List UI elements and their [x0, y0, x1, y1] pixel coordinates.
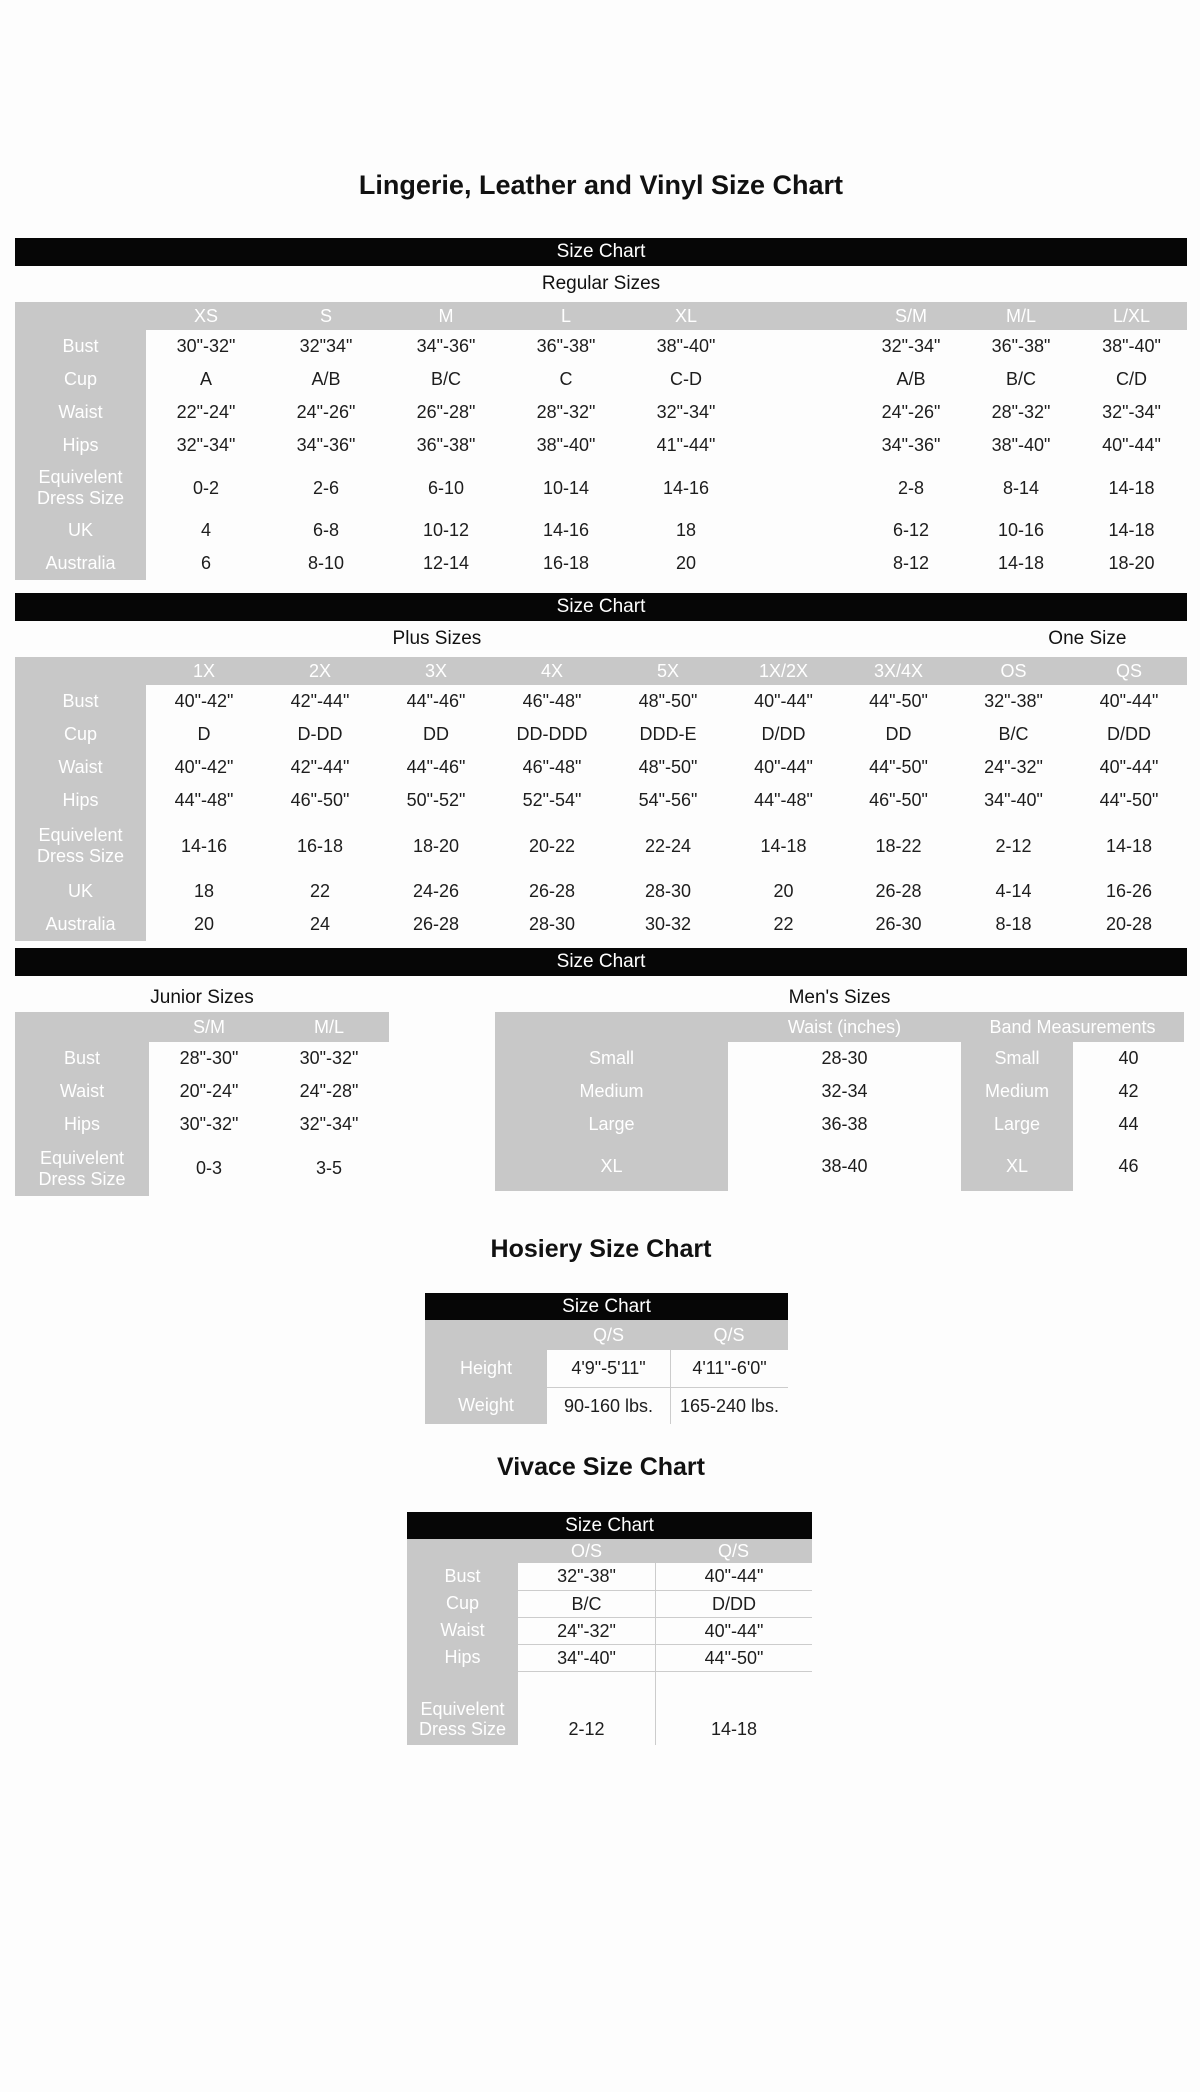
cell-value: 32"-38" — [984, 691, 1043, 712]
cell-value: 6 — [200, 553, 211, 574]
cell-value: 48"-50" — [638, 691, 698, 712]
cell-value: D/DD — [1107, 724, 1151, 745]
table-header-row — [495, 1012, 1184, 1042]
cell-value: 34"-36" — [296, 435, 356, 456]
row-label: Waist — [15, 1075, 149, 1108]
header-spacer — [425, 1320, 547, 1350]
row-label: Equivelent Dress Size — [15, 817, 146, 875]
cell-value: 32"-38" — [557, 1566, 616, 1587]
table-header-row — [425, 1320, 788, 1350]
cell-value: 10-14 — [542, 477, 590, 498]
cell-value: 10-16 — [997, 520, 1045, 541]
plus-sizes-table — [15, 657, 1187, 941]
vivace-title: Vivace Size Chart — [497, 1453, 705, 1481]
gap-cell — [746, 330, 856, 363]
cell-value: 44"-50" — [655, 1644, 812, 1671]
table-row — [407, 1590, 812, 1617]
row-label: Hips — [15, 784, 146, 817]
cell-value: 54"-56" — [638, 790, 698, 811]
cell-value: 18-22 — [875, 835, 922, 856]
cell-value: A/B — [311, 369, 341, 390]
one-size-label: One Size — [1048, 628, 1127, 649]
column-header: L — [506, 302, 626, 330]
table-row — [425, 1387, 788, 1424]
hosiery-table — [425, 1320, 788, 1424]
junior-sizes-table — [15, 1012, 389, 1196]
column-header: OS — [956, 657, 1071, 685]
row-label: Weight — [425, 1387, 547, 1424]
cell-value: 34"-40" — [518, 1644, 655, 1671]
table-row — [407, 1671, 812, 1745]
cell-value: 22-24 — [644, 835, 692, 856]
table-row — [15, 547, 1187, 580]
cell-value: 20-28 — [1105, 914, 1153, 935]
column-header: M — [386, 302, 506, 330]
gap-cell — [746, 396, 856, 429]
cell-value: 44"-48" — [754, 790, 813, 811]
cell-value: C-D — [670, 369, 702, 390]
cell-value: 30"-32" — [176, 336, 236, 357]
cell-value: 38"-40" — [536, 435, 596, 456]
cell-value: 30"-32" — [179, 1114, 239, 1135]
regular-sizes-table — [15, 302, 1187, 580]
plus-one-size-labels — [15, 621, 1187, 657]
cell-value: 32"34" — [299, 336, 353, 357]
cell-value: 40"-42" — [174, 691, 234, 712]
cell-value: 26-30 — [875, 914, 922, 935]
table-row — [495, 1042, 1184, 1075]
row-label: Waist — [407, 1617, 518, 1644]
row-label: Large — [495, 1108, 728, 1141]
cell-value: 26-28 — [528, 881, 576, 902]
table-row — [495, 1075, 1184, 1108]
cell-value: B/C — [430, 369, 461, 390]
cell-value: 16-18 — [296, 835, 344, 856]
regular-sizes-section — [15, 238, 1187, 580]
cell-value: 14-18 — [1108, 477, 1155, 498]
cell-value: DD — [423, 724, 449, 745]
cell-value: 28-30 — [821, 1048, 868, 1069]
cell-value: 4-14 — [995, 881, 1032, 902]
size-chart-bar-label: Size Chart — [565, 1514, 654, 1536]
cell-value: 24-26 — [412, 881, 460, 902]
mens-sizes-table — [495, 1012, 1184, 1191]
cell-value: 26-28 — [875, 881, 922, 902]
cell-value: 14-16 — [180, 835, 228, 856]
cell-value: 34"-40" — [984, 790, 1043, 811]
row-label: UK — [15, 514, 146, 547]
cell-value: 90-160 lbs. — [547, 1387, 670, 1424]
size-chart-bar-label: Size Chart — [556, 596, 646, 617]
header-spacer — [15, 1012, 149, 1042]
table-header-row — [15, 1012, 389, 1042]
cell-value: 44"-46" — [406, 757, 466, 778]
cell-value: 18 — [675, 520, 697, 541]
cell-value: 4'9"-5'11" — [571, 1358, 646, 1379]
cell-value: 36"-38" — [416, 435, 476, 456]
cell-value: 14-18 — [997, 553, 1045, 574]
cell-value: B/C — [1005, 369, 1036, 390]
table-row — [15, 718, 1187, 751]
row-label: Hips — [15, 429, 146, 462]
cell-value: 48"-50" — [638, 757, 698, 778]
cell-value: 0-2 — [192, 477, 219, 498]
table-row — [15, 817, 1187, 875]
size-chart-bar — [15, 948, 1187, 976]
row-label: Bust — [407, 1563, 518, 1590]
cell-value: 165-240 lbs. — [670, 1387, 788, 1424]
table-row — [425, 1350, 788, 1387]
cell-value: 20 — [193, 914, 215, 935]
cell-value: 4 — [200, 520, 211, 541]
row-label: Cup — [15, 718, 146, 751]
cell-value: 14-18 — [1105, 835, 1153, 856]
table-row — [15, 751, 1187, 784]
cell-value: 40"-44" — [754, 757, 813, 778]
size-chart-bar — [407, 1512, 812, 1539]
table-row — [495, 1108, 1184, 1141]
cell-value: 36-38 — [821, 1114, 868, 1135]
cell-value: 46"-48" — [522, 691, 582, 712]
row-label: Small — [961, 1042, 1073, 1075]
row-label: Australia — [15, 547, 146, 580]
cell-value: 41"-44" — [656, 435, 716, 456]
page-title: Lingerie, Leather and Vinyl Size Chart — [358, 170, 844, 200]
cell-value: 14-18 — [1108, 520, 1155, 541]
junior-sizes-block — [15, 984, 389, 1196]
hosiery-title: Hosiery Size Chart — [490, 1235, 712, 1263]
table-row — [15, 396, 1187, 429]
column-header: 3X — [378, 657, 494, 685]
cell-value: D/DD — [761, 724, 806, 745]
cell-value: 14-18 — [655, 1671, 812, 1745]
cell-value: 38"-40" — [1102, 336, 1161, 357]
table-row — [495, 1141, 1184, 1191]
row-label: Cup — [407, 1590, 518, 1617]
cell-value: 44 — [1118, 1114, 1139, 1135]
cell-value: 8-10 — [307, 553, 345, 574]
cell-value: B/C — [518, 1590, 655, 1617]
cell-value: 14-16 — [662, 477, 710, 498]
cell-value: 24"-32" — [984, 757, 1043, 778]
cell-value: 46"-50" — [290, 790, 350, 811]
header-spacer — [15, 657, 146, 685]
cell-value: 42"-44" — [290, 691, 350, 712]
waist-inches-header: Waist (inches) — [728, 1012, 961, 1042]
header-spacer — [495, 1012, 728, 1042]
column-header: 2X — [262, 657, 378, 685]
cell-value: 38-40 — [821, 1155, 868, 1176]
column-header: M/L — [966, 302, 1076, 330]
size-chart-document — [0, 165, 1187, 1745]
cell-value: 32-34 — [821, 1081, 868, 1102]
cell-value: D-DD — [297, 724, 343, 745]
row-label: Bust — [15, 685, 146, 718]
cell-value: 50"-52" — [406, 790, 466, 811]
cell-value: DD-DDD — [516, 724, 588, 745]
gap-cell — [746, 363, 856, 396]
cell-value: 32"-34" — [299, 1114, 359, 1135]
cell-value: 2-8 — [897, 477, 924, 498]
cell-value: D/DD — [655, 1590, 812, 1617]
table-row — [15, 514, 1187, 547]
cell-value: 4'11"-6'0" — [670, 1350, 788, 1387]
row-label: Waist — [15, 396, 146, 429]
cell-value: 24"-32" — [518, 1617, 655, 1644]
cell-value: 14-18 — [760, 835, 807, 856]
cell-value: 6-12 — [892, 520, 930, 541]
cell-value: 14-16 — [542, 520, 590, 541]
cell-value: DD — [885, 724, 912, 745]
table-header-row — [407, 1539, 812, 1563]
row-label: Small — [495, 1042, 728, 1075]
column-header: Q/S — [655, 1539, 812, 1563]
cell-value: 20-22 — [528, 835, 576, 856]
cell-value: 6-8 — [312, 520, 339, 541]
cell-value: A — [199, 369, 212, 390]
cell-value: 30-32 — [644, 914, 692, 935]
cell-value: 44"-50" — [869, 757, 928, 778]
gap-cell — [746, 462, 856, 514]
row-label: XL — [495, 1141, 728, 1191]
column-header: 1X/2X — [726, 657, 841, 685]
row-label: Hips — [15, 1108, 149, 1141]
table-row — [15, 685, 1187, 718]
column-header: Q/S — [670, 1320, 788, 1350]
cell-value: B/C — [998, 724, 1029, 745]
cell-value: 10-12 — [422, 520, 470, 541]
cell-value: 40 — [1118, 1048, 1139, 1069]
cell-value: C/D — [1116, 369, 1147, 390]
cell-value: 18 — [193, 881, 215, 902]
cell-value: 40"-44" — [754, 691, 813, 712]
cell-value: 40"-44" — [1102, 435, 1161, 456]
header-spacer — [15, 302, 146, 330]
cell-value: 32"-34" — [176, 435, 236, 456]
cell-value: 44"-50" — [1099, 790, 1159, 811]
row-label: Bust — [15, 330, 146, 363]
cell-value: 28-30 — [644, 881, 692, 902]
cell-value: D — [197, 724, 211, 745]
cell-value: 24"-26" — [881, 402, 941, 423]
vivace-table — [407, 1539, 812, 1745]
cell-value: 40"-42" — [174, 757, 234, 778]
cell-value: 8-18 — [995, 914, 1032, 935]
cell-value: 22 — [773, 914, 794, 935]
header-spacer — [407, 1539, 518, 1563]
cell-value: 26"-28" — [416, 402, 476, 423]
row-label: Medium — [961, 1075, 1073, 1108]
cell-value: 12-14 — [422, 553, 470, 574]
cell-value: 40"-44" — [1099, 757, 1159, 778]
size-chart-bar — [15, 238, 1187, 266]
cell-value: 30"-32" — [299, 1048, 359, 1069]
junior-sizes-label: Junior Sizes — [150, 987, 254, 1008]
cell-value: 20 — [675, 553, 697, 574]
cell-value: 46 — [1118, 1155, 1139, 1176]
table-header-row — [15, 302, 1187, 330]
row-label: Equivelent Dress Size — [15, 1141, 149, 1196]
cell-value: 2-12 — [995, 835, 1032, 856]
column-header: S/M — [856, 302, 966, 330]
cell-value: 42 — [1118, 1081, 1139, 1102]
cell-value: 28"-32" — [536, 402, 596, 423]
table-row — [15, 429, 1187, 462]
cell-value: 44"-48" — [174, 790, 234, 811]
row-label: Bust — [15, 1042, 149, 1075]
cell-value: 2-12 — [518, 1671, 655, 1745]
row-label: Australia — [15, 908, 146, 941]
cell-value: 46"-50" — [869, 790, 928, 811]
size-chart-bar-label: Size Chart — [556, 241, 646, 262]
column-header: S — [266, 302, 386, 330]
size-chart-bar-label: Size Chart — [556, 951, 646, 972]
cell-value: 18-20 — [412, 835, 460, 856]
column-header: XL — [626, 302, 746, 330]
table-row — [15, 1075, 389, 1108]
cell-value: 36"-38" — [991, 336, 1051, 357]
size-chart-bar — [15, 593, 1187, 621]
hosiery-section — [425, 1293, 788, 1424]
cell-value: 24"-26" — [296, 402, 356, 423]
cell-value: 38"-40" — [656, 336, 716, 357]
row-label: Equivelent Dress Size — [407, 1671, 518, 1745]
cell-value: 6-10 — [427, 477, 465, 498]
row-label: Waist — [15, 751, 146, 784]
regular-sizes-label: Regular Sizes — [541, 273, 661, 294]
row-label: Hips — [407, 1644, 518, 1671]
table-row — [15, 908, 1187, 941]
cell-value: 8-12 — [892, 553, 930, 574]
cell-value: 2-6 — [312, 477, 339, 498]
vivace-section — [407, 1512, 812, 1745]
cell-value: 3-5 — [315, 1158, 342, 1179]
cell-value: 32"-34" — [656, 402, 716, 423]
size-chart-bar — [425, 1293, 788, 1320]
cell-value: 24"-28" — [299, 1081, 359, 1102]
cell-value: 32"-34" — [1102, 402, 1161, 423]
cell-value: 46"-48" — [522, 757, 582, 778]
row-label: Equivelent Dress Size — [15, 462, 146, 514]
cell-value: 40"-44" — [655, 1617, 812, 1644]
table-row — [15, 1141, 389, 1196]
cell-value: 28"-32" — [991, 402, 1051, 423]
plus-sizes-section — [15, 593, 1187, 941]
mens-sizes-label: Men's Sizes — [788, 987, 891, 1008]
table-row — [15, 462, 1187, 514]
table-row — [407, 1563, 812, 1590]
row-label: Medium — [495, 1075, 728, 1108]
column-header: 1X — [146, 657, 262, 685]
column-header: L/XL — [1076, 302, 1187, 330]
row-label: Cup — [15, 363, 146, 396]
cell-value: 42"-44" — [290, 757, 350, 778]
plus-sizes-label: Plus Sizes — [392, 628, 482, 649]
table-header-row — [15, 657, 1187, 685]
row-label: XL — [961, 1141, 1073, 1191]
cell-value: 0-3 — [195, 1158, 222, 1179]
table-row — [15, 875, 1187, 908]
cell-value: 8-14 — [1002, 477, 1040, 498]
cell-value: 20 — [773, 881, 794, 902]
column-header: QS — [1071, 657, 1187, 685]
cell-value: 24 — [309, 914, 331, 935]
cell-value: 22"-24" — [176, 402, 236, 423]
column-header: M/L — [269, 1012, 389, 1042]
column-header: Q/S — [547, 1320, 670, 1350]
gap-cell — [746, 547, 856, 580]
cell-value: C — [559, 369, 573, 390]
cell-value: 18-20 — [1108, 553, 1155, 574]
table-row — [407, 1644, 812, 1671]
cell-value: 22 — [309, 881, 331, 902]
cell-value: 38"-40" — [991, 435, 1051, 456]
cell-value: 40"-44" — [655, 1563, 812, 1590]
cell-value: A/B — [896, 369, 926, 390]
table-row — [15, 1042, 389, 1075]
junior-mens-section — [15, 948, 1187, 1196]
column-header: S/M — [149, 1012, 269, 1042]
row-label: UK — [15, 875, 146, 908]
gap-cell — [746, 429, 856, 462]
column-header: 5X — [610, 657, 726, 685]
table-row — [407, 1617, 812, 1644]
column-header: O/S — [518, 1539, 655, 1563]
header-gap-cell — [746, 302, 856, 330]
cell-value: 28"-30" — [179, 1048, 239, 1069]
cell-value: 36"-38" — [536, 336, 596, 357]
cell-value: 28-30 — [528, 914, 576, 935]
size-chart-bar-label: Size Chart — [562, 1295, 651, 1317]
table-row — [15, 784, 1187, 817]
cell-value: 26-28 — [412, 914, 460, 935]
cell-value: 44"-50" — [869, 691, 928, 712]
cell-value: 20"-24" — [179, 1081, 239, 1102]
table-row — [15, 330, 1187, 363]
row-label: Large — [961, 1108, 1073, 1141]
column-header: XS — [146, 302, 266, 330]
mens-sizes-block — [495, 984, 1184, 1196]
column-header: 4X — [494, 657, 610, 685]
cell-value: 40"-44" — [1099, 691, 1159, 712]
row-label: Height — [425, 1350, 547, 1387]
cell-value: 52"-54" — [522, 790, 582, 811]
cell-value: 34"-36" — [881, 435, 941, 456]
cell-value: DDD-E — [639, 724, 697, 745]
cell-value: 16-26 — [1105, 881, 1153, 902]
cell-value: 16-18 — [542, 553, 590, 574]
gap-cell — [746, 514, 856, 547]
band-measurements-header: Band Measurements — [961, 1012, 1184, 1042]
table-row — [15, 363, 1187, 396]
cell-value: 44"-46" — [406, 691, 466, 712]
table-row — [15, 1108, 389, 1141]
cell-value: 32"-34" — [881, 336, 941, 357]
cell-value: 34"-36" — [416, 336, 476, 357]
column-header: 3X/4X — [841, 657, 956, 685]
